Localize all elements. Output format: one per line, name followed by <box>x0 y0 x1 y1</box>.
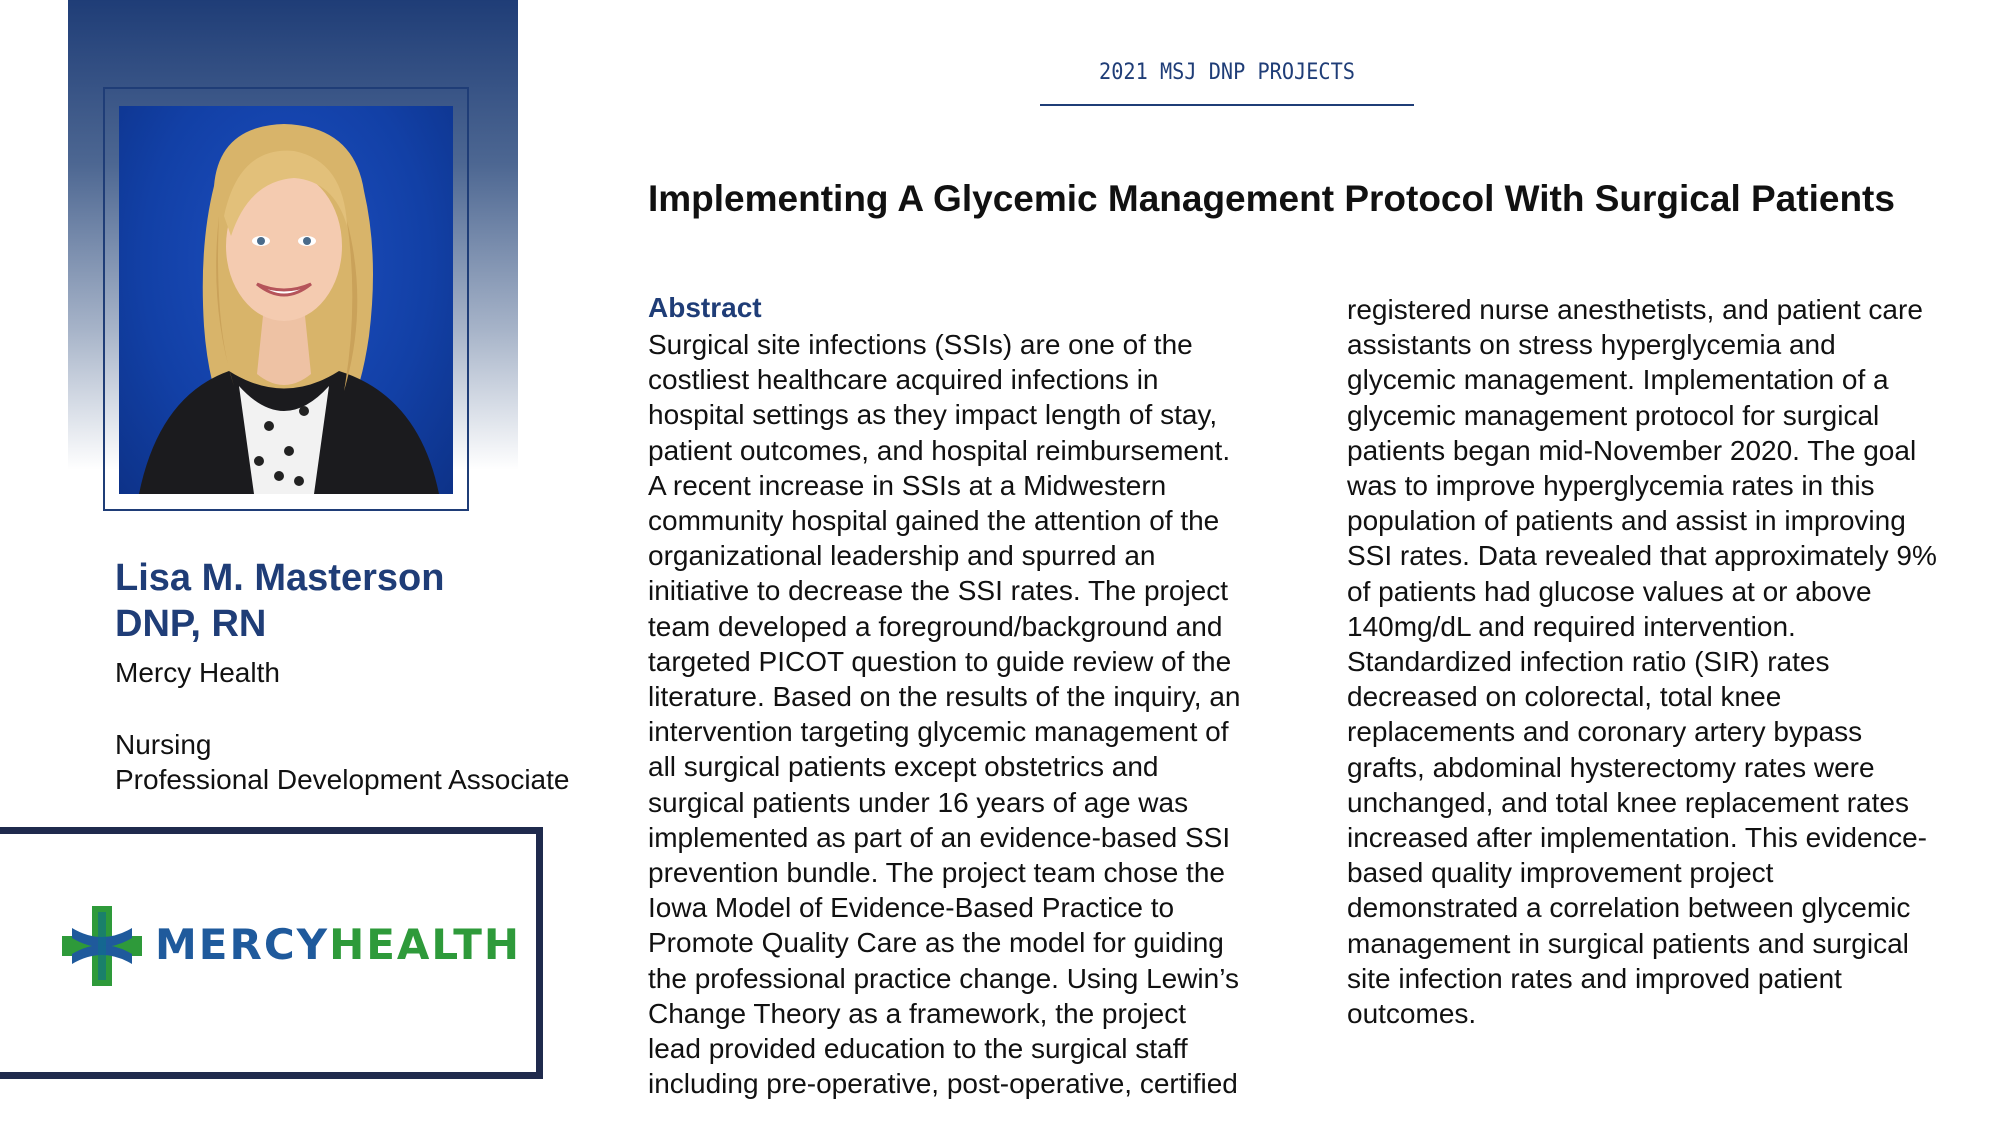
mercy-health-logo-text <box>155 920 521 969</box>
author-name <box>115 555 444 647</box>
abstract-heading: Abstract <box>648 292 762 323</box>
author-organization: Mercy Health <box>115 657 280 688</box>
logo-word-health: HEALTH <box>329 920 522 969</box>
department-line1: Nursing <box>115 729 212 760</box>
department-line2: Professional Development Associate <box>115 764 570 795</box>
project-title: Implementing A Glycemic Management Protocol With Surgical Patients <box>648 178 1895 219</box>
abstract-column-2: registered nurse anesthetists, and patient care assistants on stress hyperglycemia and glycemic management. Implementation of a glycemic management protocol for surgical patients began mid-November 2020. The goal was to improve hyperglycemia rates in this population of patients and assist in improving SSI rates. Data revealed that approximately 9% of patients had glucose values at or above 140mg/dL and required intervention. Standardized infection ratio (SIR) rates decreased on colorectal, total knee replacements and coronary artery bypass grafts, abdominal hysterectomy rates were unchanged, and total knee replacement rates increased after implementation. This evidence- based quality improvement project demonstrated a correlation between glycemic management in surgical patients and surgical site infection rates and improved patient outcomes. <box>1347 294 1937 1030</box>
author-credentials: DNP, RN <box>115 603 267 645</box>
author-name-line1: Lisa M. Masterson <box>115 557 445 599</box>
header-divider <box>1040 104 1414 106</box>
mercy-health-cross-icon <box>62 906 142 991</box>
abstract-column-1: Surgical site infections (SSIs) are one of the costliest healthcare acquired infections in hospital settings as they impact length of stay, patient outcomes, and hospital reimbursement. A recent increase in SSIs at a Midwestern community hospital gained the attention of the organizational leadership and spurred an initiative to decrease the SSI rates. The project team developed a foreground/background and targeted PICOT question to guide review of the literature. Based on the results of the inquiry, an intervention targeting glycemic management of all surgical patients except obstetrics and surgical patients under 16 years of age was implemented as part of an evidence-based SSI prevention bundle. The project team chose the Iowa Model of Evidence-Based Practice to Promote Quality Care as the model for guiding the professional practice change. Using Lewin’s Change Theory as a framework, the project lead provided education to the surgical staff including pre-operative, post-operative, certified <box>648 329 1241 1100</box>
author-photo <box>119 106 453 494</box>
series-label: 2021 MSJ DNP PROJECTS <box>1099 60 1355 85</box>
author-department <box>115 727 569 797</box>
logo-word-mercy: MERCY <box>155 920 330 969</box>
